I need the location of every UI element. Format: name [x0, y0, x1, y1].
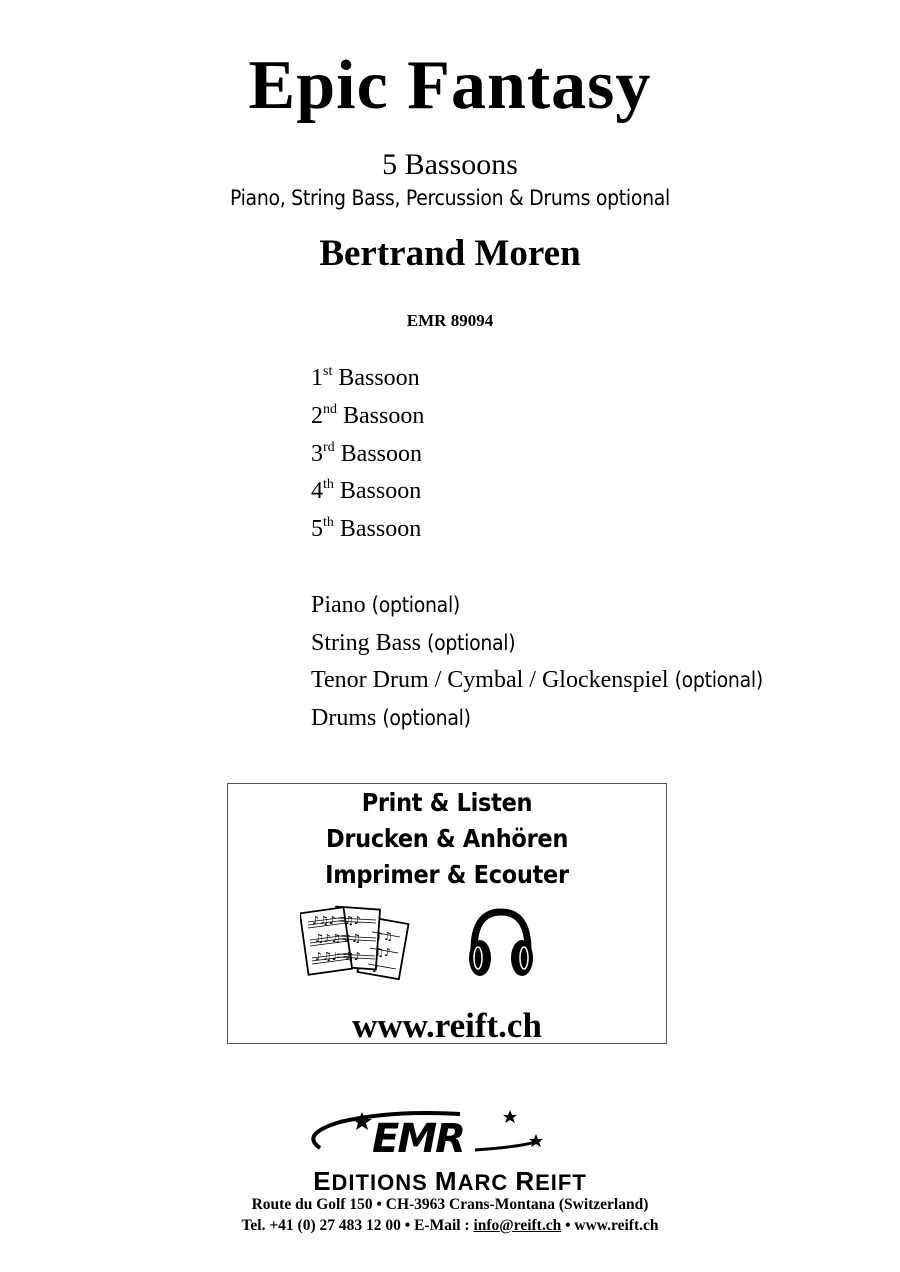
svg-text:♫♪: ♫♪ — [344, 950, 361, 963]
optional-part-item: Drums (optional) — [311, 705, 471, 732]
composer: Bertrand Moren — [319, 233, 581, 274]
svg-text:♪♫: ♪♫ — [344, 932, 361, 945]
optional-instruments: Piano, String Bass, Percussion & Drums optional — [229, 186, 671, 210]
print-listen-box — [227, 783, 667, 1044]
promo-line-english: Print & Listen — [361, 788, 533, 817]
sheet-music-icon — [300, 902, 412, 984]
promo-line-german: Drucken & Anhören — [325, 824, 569, 853]
optional-part-item: String Bass (optional) — [311, 629, 516, 656]
part-item: 2nd Bassoon — [311, 401, 425, 429]
parts-list — [311, 360, 871, 738]
promo-line-french: Imprimer & Ecouter — [325, 860, 569, 889]
svg-text:♪♫♩: ♪♫♩ — [315, 950, 338, 963]
svg-text:♫♪♫: ♫♪♫ — [314, 932, 341, 945]
svg-text:EMR: EMR — [372, 1116, 464, 1162]
optional-part-item: Piano (optional) — [311, 591, 460, 618]
headphones-icon — [466, 906, 536, 984]
part-item: 5th Bassoon — [311, 515, 422, 543]
email-link[interactable]: info@reift.ch — [473, 1217, 562, 1234]
email-label: E-Mail : — [414, 1217, 470, 1234]
publisher-address: Route du Golf 150 • CH-3963 Crans-Montana (Switzerland) — [251, 1196, 649, 1213]
part-item: 3rd Bassoon — [311, 439, 423, 467]
catalog-number: EMR 89094 — [406, 311, 494, 330]
title: Epic Fantasy — [248, 47, 652, 124]
subtitle: 5 Bassoons — [382, 148, 518, 181]
website-link[interactable]: www.reift.ch — [574, 1217, 659, 1234]
emr-logo — [300, 1106, 600, 1168]
part-item: 4th Bassoon — [311, 477, 422, 505]
svg-text:♫♪: ♫♪ — [374, 946, 391, 959]
publisher-name: EDITIONS MARC REIFT — [313, 1166, 587, 1196]
optional-part-item: Tenor Drum / Cymbal / Glockenspiel (optional) — [311, 667, 763, 694]
promo-website[interactable]: www.reift.ch — [352, 1006, 542, 1045]
svg-text:♪: ♪ — [372, 962, 380, 975]
svg-text:♫♪: ♫♪ — [344, 914, 361, 927]
svg-text:♪♫: ♪♫ — [376, 930, 393, 943]
publisher-contact: Tel. +41 (0) 27 483 12 00 • E-Mail : info@reift.ch • www.reift.ch — [241, 1217, 659, 1234]
telephone: Tel. +41 (0) 27 483 12 00 — [241, 1217, 401, 1234]
part-item: 1st Bassoon — [311, 364, 420, 391]
svg-text:♪♫♪: ♪♫♪ — [312, 914, 336, 927]
